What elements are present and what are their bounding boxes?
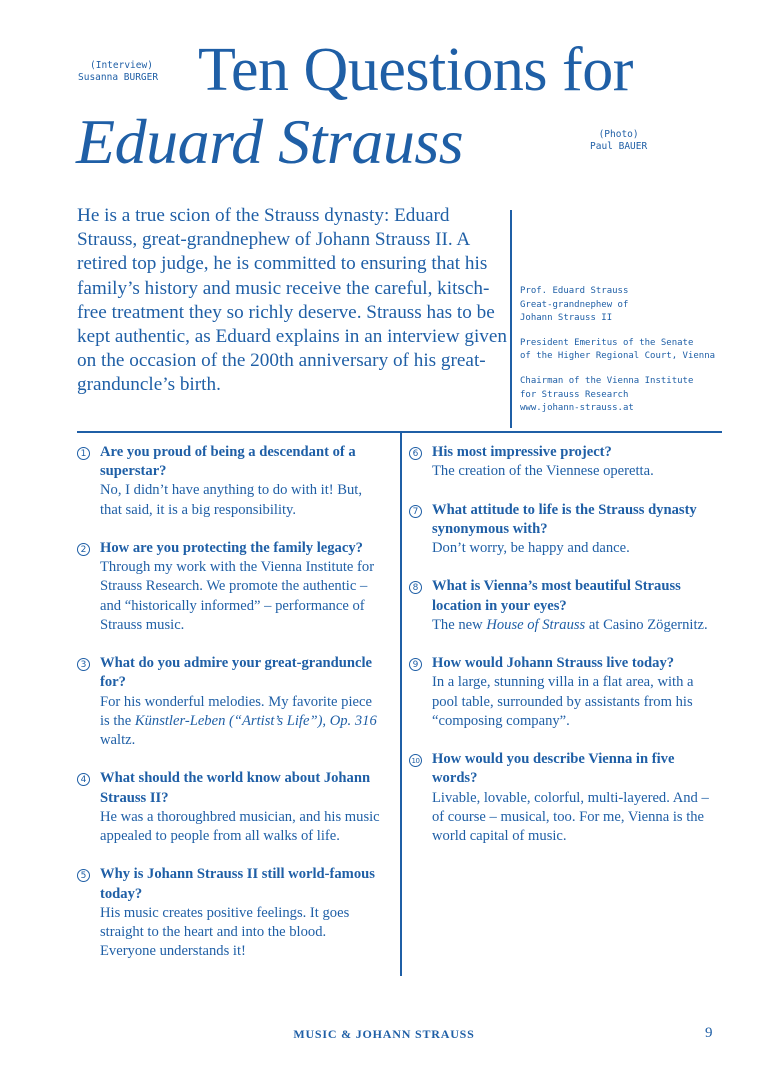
question-number-4: 4 xyxy=(77,773,90,786)
bio-relation-1: Great-grandnephew of xyxy=(520,299,629,310)
photo-label: (Photo) xyxy=(598,129,639,140)
question-2: How are you protecting the family legacy? xyxy=(100,540,363,556)
answer-5: His music creates positive feelings. It goes straight to the heart and into the blood. Everyone understands it! xyxy=(100,904,350,960)
qa-item-6 xyxy=(409,443,719,481)
answer-3 xyxy=(100,693,382,751)
bio-identity xyxy=(520,285,740,326)
qa-item-3 xyxy=(77,654,382,750)
bio-box xyxy=(520,285,740,427)
bio-name: Prof. Eduard Strauss xyxy=(520,286,629,296)
qa-item-2 xyxy=(77,539,382,635)
qa-column-right xyxy=(409,443,719,865)
answer-4: He was a thoroughbred musician, and his music appealed to people from all walks of life. xyxy=(100,808,380,845)
qa-item-10 xyxy=(409,750,719,846)
answer-3-pre: For his wonderful melodies. My favorite piece is the xyxy=(100,693,372,729)
interview-label: (Interview) xyxy=(90,60,153,71)
question-number-2: 2 xyxy=(77,543,90,556)
answer-1: No, I didn’t have anything to do with it! But, that said, it is a big responsibility. xyxy=(100,482,362,518)
question-5: Why is Johann Strauss II still world-famous today? xyxy=(100,866,375,902)
answer-8-title: House of Strauss xyxy=(486,616,586,633)
question-6: His most impressive project? xyxy=(432,444,612,460)
column-divider xyxy=(400,432,402,976)
answer-2: Through my work with the Vienna Institute for Strauss Research. We promote the authentic – and “historically informed” – performance of Strauss music. xyxy=(100,559,375,633)
answer-9: In a large, stunning villa in a flat area, with a pool table, surrounded by assistants from his “composing company”. xyxy=(432,674,694,729)
page-title-line-2: Eduard Strauss xyxy=(76,106,464,177)
bio-position-1: President Emeritus of the Senate xyxy=(520,337,694,348)
question-number-8: 8 xyxy=(409,581,422,594)
answer-8-pre: The new xyxy=(432,616,487,633)
answer-8 xyxy=(432,616,719,635)
question-number-5: 5 xyxy=(77,869,90,882)
answer-6: The creation of the Viennese operetta. xyxy=(432,463,654,480)
question-10: How would you describe Vienna in five words? xyxy=(432,751,675,787)
answer-3-title: Künstler-Leben (“Artist’s Life”), Op. 316 xyxy=(134,712,377,729)
qa-item-9 xyxy=(409,654,719,731)
intro-paragraph xyxy=(77,204,507,398)
question-1: Are you proud of being a descendant of a superstar? xyxy=(100,444,356,480)
bio-relation-2: Johann Strauss II xyxy=(520,313,613,324)
footer-section-title: MUSIC & JOHANN STRAUSS xyxy=(293,1027,475,1041)
qa-item-1 xyxy=(77,443,382,520)
question-3: What do you admire your great-granduncle for? xyxy=(100,655,373,691)
answer-3-post: waltz. xyxy=(100,732,136,749)
intro-divider xyxy=(510,210,512,428)
qa-item-7 xyxy=(409,501,719,559)
interview-credit xyxy=(78,60,159,84)
question-8: What is Vienna’s most beautiful Strauss location in your eyes? xyxy=(432,578,681,614)
question-number-6: 6 xyxy=(409,447,422,460)
question-7: What attitude to life is the Strauss dynasty synonymous with? xyxy=(432,501,697,537)
page-number: 9 xyxy=(705,1025,713,1041)
qa-column-left xyxy=(77,443,382,981)
question-number-9: 9 xyxy=(409,658,422,671)
photo-name: Paul BAUER xyxy=(590,141,648,152)
answer-7: Don’t worry, be happy and dance. xyxy=(432,540,630,556)
photo-credit xyxy=(590,129,647,153)
question-number-10: 10 xyxy=(409,754,422,767)
qa-item-4 xyxy=(77,769,382,846)
question-number-3: 3 xyxy=(77,658,90,671)
interview-name: Susanna BURGER xyxy=(78,72,159,83)
bio-position-2: of the Higher Regional Court, Vienna xyxy=(520,351,716,362)
page-title-line-1: Ten Questions for xyxy=(198,36,633,104)
qa-item-5 xyxy=(77,865,382,961)
bio-position xyxy=(520,337,740,364)
intro-text: He is a true scion of the Strauss dynasty: Eduard Strauss, great-grandnephew of Johann Strauss II. A retired top judge, he is committed to ensuring that his family’s history and music receive the careful, kitsch-free treatment they so richly deserve. Strauss has to be kept authentic, as Eduard explains in an interview given on the occasion of the 200th anniversary of his great-granduncle’s birth. xyxy=(77,205,507,396)
bio-website[interactable]: www.johann-strauss.at xyxy=(520,403,634,414)
bio-role xyxy=(520,375,740,416)
bio-role-1: Chairman of the Vienna Institute xyxy=(520,375,694,386)
question-4: What should the world know about Johann Strauss II? xyxy=(100,770,371,806)
question-9: How would Johann Strauss live today? xyxy=(432,655,675,672)
answer-10: Livable, lovable, colorful, multi-layered. And – of course – musical, too. For me, Vienna is the world capital of music. xyxy=(432,789,709,844)
question-number-1: 1 xyxy=(77,447,90,460)
question-number-7: 7 xyxy=(409,505,422,518)
answer-8-post: at Casino Zögernitz. xyxy=(585,616,708,633)
qa-item-8 xyxy=(409,577,719,635)
bio-role-2: for Strauss Research xyxy=(520,389,629,400)
